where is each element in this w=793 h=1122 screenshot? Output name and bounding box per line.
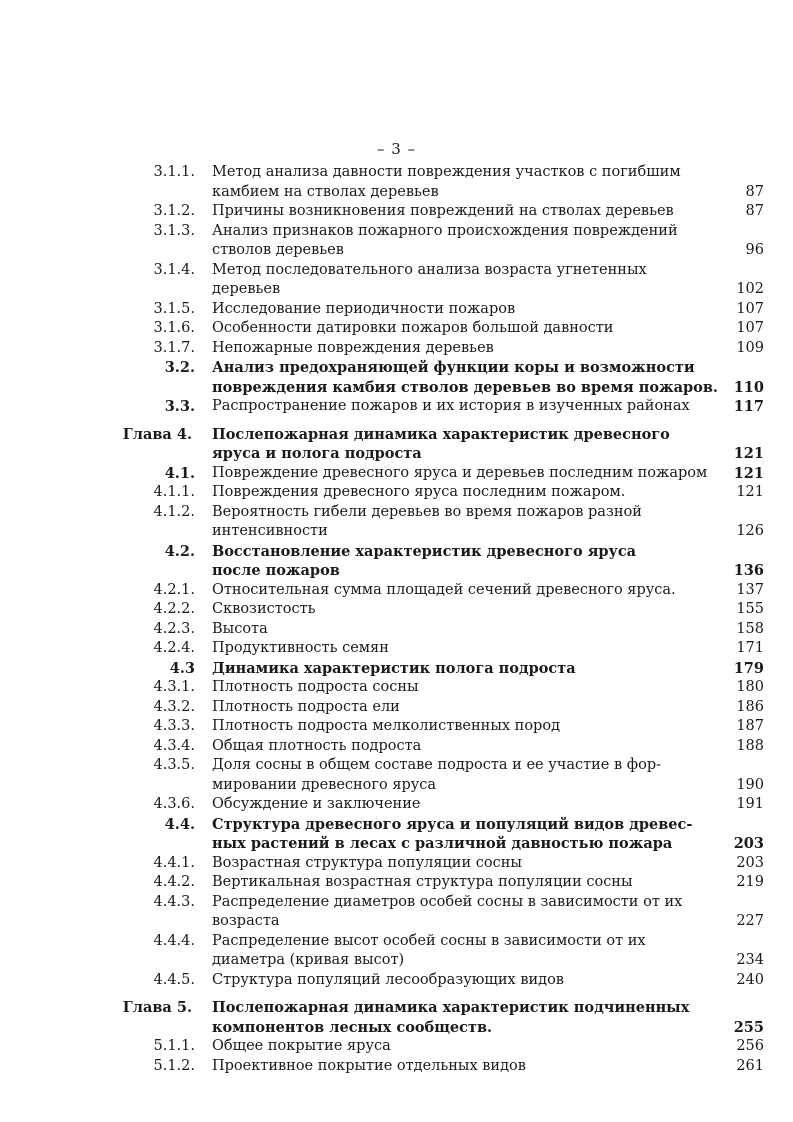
toc-line	[0, 776, 793, 796]
toc-entry-number: 4.2.3.	[153, 620, 195, 637]
toc-entry-title: Плотность подроста ели	[212, 698, 400, 715]
toc-entry-number: 5.1.1.	[153, 1038, 195, 1054]
toc-entry-page: 219	[736, 874, 764, 890]
toc-entry-title: Плотность подроста сосны	[212, 679, 419, 695]
toc-entry-title: Повреждения древесного яруса последним пожаром.	[212, 484, 626, 500]
toc-entry	[0, 893, 793, 932]
toc-entry-page: 117	[733, 398, 764, 415]
toc-entry-page: 188	[736, 737, 764, 754]
toc-entry-page: 137	[736, 581, 764, 598]
toc-entry-title: ных растений в лесах с различной давностью пожара	[212, 835, 673, 852]
toc-line	[0, 737, 793, 757]
toc-entry-title: Сквозистость	[212, 601, 316, 617]
toc-entry-page: 261	[736, 1057, 764, 1074]
toc-entry-number: 4.4.	[164, 815, 195, 833]
toc-entry-page: 227	[736, 913, 764, 929]
toc-line	[0, 319, 793, 339]
toc-entry-title: Распространение пожаров и их история в изученных районах	[212, 398, 690, 414]
toc-line	[0, 300, 793, 320]
toc-entry-title: Общая плотность подроста	[212, 737, 422, 754]
toc-entry-number: Глава 5.	[122, 999, 192, 1016]
toc-entry	[0, 737, 793, 757]
toc-entry	[0, 1057, 793, 1077]
toc-entry-title: Распределение диаметров особей сосны в зависимости от их	[212, 893, 683, 910]
toc-entry-title: Послепожарная динамика характеристик древесного	[212, 425, 670, 443]
toc-line	[0, 873, 793, 893]
toc-entry-title: после пожаров	[212, 562, 340, 579]
toc-entry	[0, 300, 793, 320]
toc-entry-title: деревьев	[212, 281, 281, 297]
toc-entry-title: Распределение высот особей сосны в зависимости от их	[212, 932, 646, 949]
toc-line	[0, 378, 793, 398]
toc-entry-title: Возрастная структура популяции сосны	[212, 854, 522, 871]
toc-entry-page: 96	[745, 242, 764, 258]
toc-entry-page: 87	[745, 183, 764, 200]
toc-line	[0, 522, 793, 542]
toc-entry-title: Анализ предохраняющей функции коры и возможности	[212, 359, 695, 376]
toc-entry	[0, 639, 793, 659]
toc-entry-number: 4.3.5.	[153, 757, 195, 773]
toc-entry-page: 240	[736, 971, 764, 988]
toc-entry	[0, 600, 793, 620]
toc-line	[0, 717, 793, 737]
toc-entry-title: Восстановление характеристик древесного яруса	[212, 542, 637, 560]
toc-line	[0, 951, 793, 971]
toc-entry	[0, 339, 793, 359]
toc-entry-number: 4.2.4.	[153, 640, 195, 656]
toc-entry-title: Проективное покрытие отдельных видов	[212, 1057, 526, 1074]
toc-line	[0, 542, 793, 562]
toc-entry-number: 4.4.5.	[153, 971, 195, 988]
toc-line	[0, 397, 793, 417]
toc-entry-page: 158	[736, 620, 764, 637]
toc-entry-page: 155	[736, 601, 764, 617]
toc-line	[0, 183, 793, 203]
toc-entry-page: 186	[736, 698, 764, 715]
toc-entry-title: Обсуждение и заключение	[212, 796, 421, 812]
toc-entry-page: 187	[736, 718, 764, 734]
toc-entry-title: Вертикальная возрастная структура популяции сосны	[212, 874, 633, 890]
toc-line	[0, 163, 793, 183]
toc-entry-title: Метод последовательного анализа возраста угнетенных	[212, 261, 647, 278]
toc-entry-title: Продуктивность семян	[212, 640, 389, 656]
toc-entry-title: Общее покрытие яруса	[212, 1038, 391, 1054]
toc-line	[0, 464, 793, 484]
toc-line	[0, 581, 793, 601]
toc-line	[0, 815, 793, 835]
toc-line	[0, 639, 793, 659]
toc-entry-title: Структура древесного яруса и популяций видов древес-	[212, 815, 693, 833]
toc-entry-number: 4.2.2.	[153, 601, 195, 617]
toc-entry-number: 4.2.	[164, 542, 195, 560]
toc-line	[0, 503, 793, 523]
page-number: – 3 –	[376, 140, 417, 158]
toc-entry	[0, 358, 793, 397]
toc-entry-number: 4.3.6.	[153, 796, 195, 812]
toc-line	[0, 444, 793, 464]
toc-entry-page: 121	[733, 464, 764, 482]
toc-entry-number: 3.1.2.	[153, 203, 195, 219]
toc-entry-number: 4.1.2.	[153, 503, 195, 520]
toc-entry-title: Особенности датировки пожаров большой давности	[212, 320, 614, 336]
toc-entry-title: стволов деревьев	[212, 242, 344, 258]
toc-entry-title: компонентов лесных сообществ.	[212, 1018, 493, 1036]
toc-line	[0, 261, 793, 281]
toc-entry-page: 109	[736, 339, 764, 356]
toc-entry-number: 3.1.1.	[153, 164, 195, 180]
toc-entry	[0, 998, 793, 1037]
toc-entry	[0, 698, 793, 718]
toc-entry-page: 126	[736, 523, 764, 539]
toc-entry-number: 3.1.3.	[153, 222, 195, 239]
toc-entry-title: Вероятность гибели деревьев во время пожаров разной	[212, 503, 642, 520]
toc-entry	[0, 163, 793, 202]
toc-line	[0, 425, 793, 445]
toc-entry-number: 3.1.4.	[153, 261, 195, 278]
toc-line	[0, 241, 793, 261]
toc-entry	[0, 483, 793, 503]
toc-line	[0, 659, 793, 679]
toc-entry	[0, 464, 793, 484]
toc-entry-title: возраста	[212, 913, 280, 929]
toc-entry-number: 4.1.	[164, 464, 195, 482]
toc-entry	[0, 425, 793, 464]
toc-entry-number: 4.1.1.	[153, 484, 195, 500]
toc-line	[0, 971, 793, 991]
toc-entry-page: 121	[736, 484, 764, 500]
toc-entry	[0, 873, 793, 893]
toc-entry	[0, 932, 793, 971]
toc-entry	[0, 222, 793, 261]
toc-entry-title: Метод анализа давности повреждения участков с погибшим	[212, 164, 681, 180]
toc-line	[0, 339, 793, 359]
toc-entry	[0, 795, 793, 815]
toc-entry-title: Высота	[212, 620, 268, 637]
toc-entry-page: 256	[736, 1038, 764, 1054]
toc-line	[0, 756, 793, 776]
toc-entry-number: 3.1.6.	[153, 320, 195, 336]
toc-entry-page: 255	[733, 1018, 764, 1036]
toc-entry	[0, 503, 793, 542]
toc-line	[0, 280, 793, 300]
toc-line	[0, 893, 793, 913]
toc-entry-number: 4.4.3.	[153, 893, 195, 910]
toc-line	[0, 222, 793, 242]
toc-entry	[0, 971, 793, 991]
toc-entry-number: 4.4.2.	[153, 874, 195, 890]
toc-entry-title: Динамика характеристик полога подроста	[212, 659, 576, 677]
toc-line	[0, 932, 793, 952]
toc-entry-title: Анализ признаков пожарного происхождения повреждений	[212, 222, 678, 239]
toc-line	[0, 1018, 793, 1038]
toc-entry	[0, 397, 793, 417]
toc-entry	[0, 202, 793, 222]
toc-entry	[0, 815, 793, 854]
toc-line	[0, 795, 793, 815]
toc-line	[0, 834, 793, 854]
toc-entry-page: 234	[736, 952, 764, 968]
toc-entry-number: 4.3	[169, 659, 195, 677]
toc-entry-title: яруса и полога подроста	[212, 445, 422, 462]
toc-entry	[0, 542, 793, 581]
toc-entry-title: интенсивности	[212, 523, 328, 539]
toc-entry-page: 110	[733, 378, 764, 396]
toc-entry	[0, 581, 793, 601]
toc-entry-title: Относительная сумма площадей сечений древесного яруса.	[212, 581, 676, 598]
toc-entry-page: 191	[736, 796, 764, 812]
toc-entry-page: 121	[733, 445, 764, 462]
toc-entry	[0, 678, 793, 698]
toc-entry	[0, 261, 793, 300]
table-of-contents	[0, 163, 793, 1076]
toc-entry-page: 87	[745, 203, 764, 219]
toc-line	[0, 912, 793, 932]
toc-entry-title: повреждения камбия стволов деревьев во время пожаров.	[212, 378, 718, 396]
toc-entry-page: 179	[733, 659, 764, 677]
toc-entry-title: Повреждение древесного яруса и деревьев последним пожаром	[212, 464, 708, 481]
toc-entry-page: 203	[733, 835, 764, 852]
toc-entry	[0, 717, 793, 737]
toc-entry-page: 102	[736, 281, 764, 297]
toc-line	[0, 678, 793, 698]
toc-entry-number: 3.2.	[164, 359, 195, 376]
toc-line	[0, 698, 793, 718]
toc-entry-title: Послепожарная динамика характеристик подчиненных	[212, 999, 690, 1016]
toc-entry-number: 4.3.3.	[153, 718, 195, 734]
toc-entry	[0, 1037, 793, 1057]
toc-entry-title: Доля сосны в общем составе подроста и ее участие в фор-	[212, 757, 662, 773]
toc-entry-page: 171	[736, 640, 764, 656]
toc-entry-title: Причины возникновения повреждений на стволах деревьев	[212, 203, 674, 219]
toc-entry	[0, 854, 793, 874]
toc-entry-number: 4.2.1.	[153, 581, 195, 598]
toc-entry	[0, 659, 793, 679]
toc-entry-title: Структура популяций лесообразующих видов	[212, 971, 564, 988]
toc-entry-number: 4.4.4.	[153, 932, 195, 949]
toc-entry-number: 4.4.1.	[153, 854, 195, 871]
toc-entry-title: Непожарные повреждения деревьев	[212, 339, 494, 356]
toc-line	[0, 1037, 793, 1057]
toc-entry-title: Исследование периодичности пожаров	[212, 300, 516, 317]
toc-line	[0, 358, 793, 378]
toc-entry-page: 180	[736, 679, 764, 695]
toc-entry-number: 4.3.4.	[153, 737, 195, 754]
toc-line	[0, 998, 793, 1018]
toc-entry-number: 3.1.5.	[153, 300, 195, 317]
toc-line	[0, 854, 793, 874]
toc-line	[0, 483, 793, 503]
toc-entry-number: 5.1.2.	[153, 1057, 195, 1074]
toc-entry-title: мировании древесного яруса	[212, 776, 437, 793]
toc-entry-title: Плотность подроста мелколиственных пород	[212, 718, 560, 734]
toc-entry-number: 4.3.1.	[153, 679, 195, 695]
toc-entry	[0, 756, 793, 795]
toc-entry	[0, 620, 793, 640]
toc-entry	[0, 319, 793, 339]
toc-entry-page: 203	[736, 854, 764, 871]
toc-line	[0, 600, 793, 620]
toc-entry-title: диаметра (кривая высот)	[212, 952, 405, 968]
toc-entry-page: 136	[733, 562, 764, 579]
toc-entry-page: 107	[736, 300, 764, 317]
toc-line	[0, 561, 793, 581]
toc-line	[0, 202, 793, 222]
toc-entry-page: 190	[736, 776, 764, 793]
toc-entry-title: камбием на стволах деревьев	[212, 183, 439, 200]
toc-entry-number: 3.1.7.	[153, 339, 195, 356]
toc-line	[0, 1057, 793, 1077]
toc-entry-number: Глава 4.	[122, 425, 192, 443]
toc-entry-page: 107	[736, 320, 764, 336]
toc-line	[0, 620, 793, 640]
toc-entry-number: 3.3.	[164, 398, 195, 415]
toc-entry-number: 4.3.2.	[153, 698, 195, 715]
